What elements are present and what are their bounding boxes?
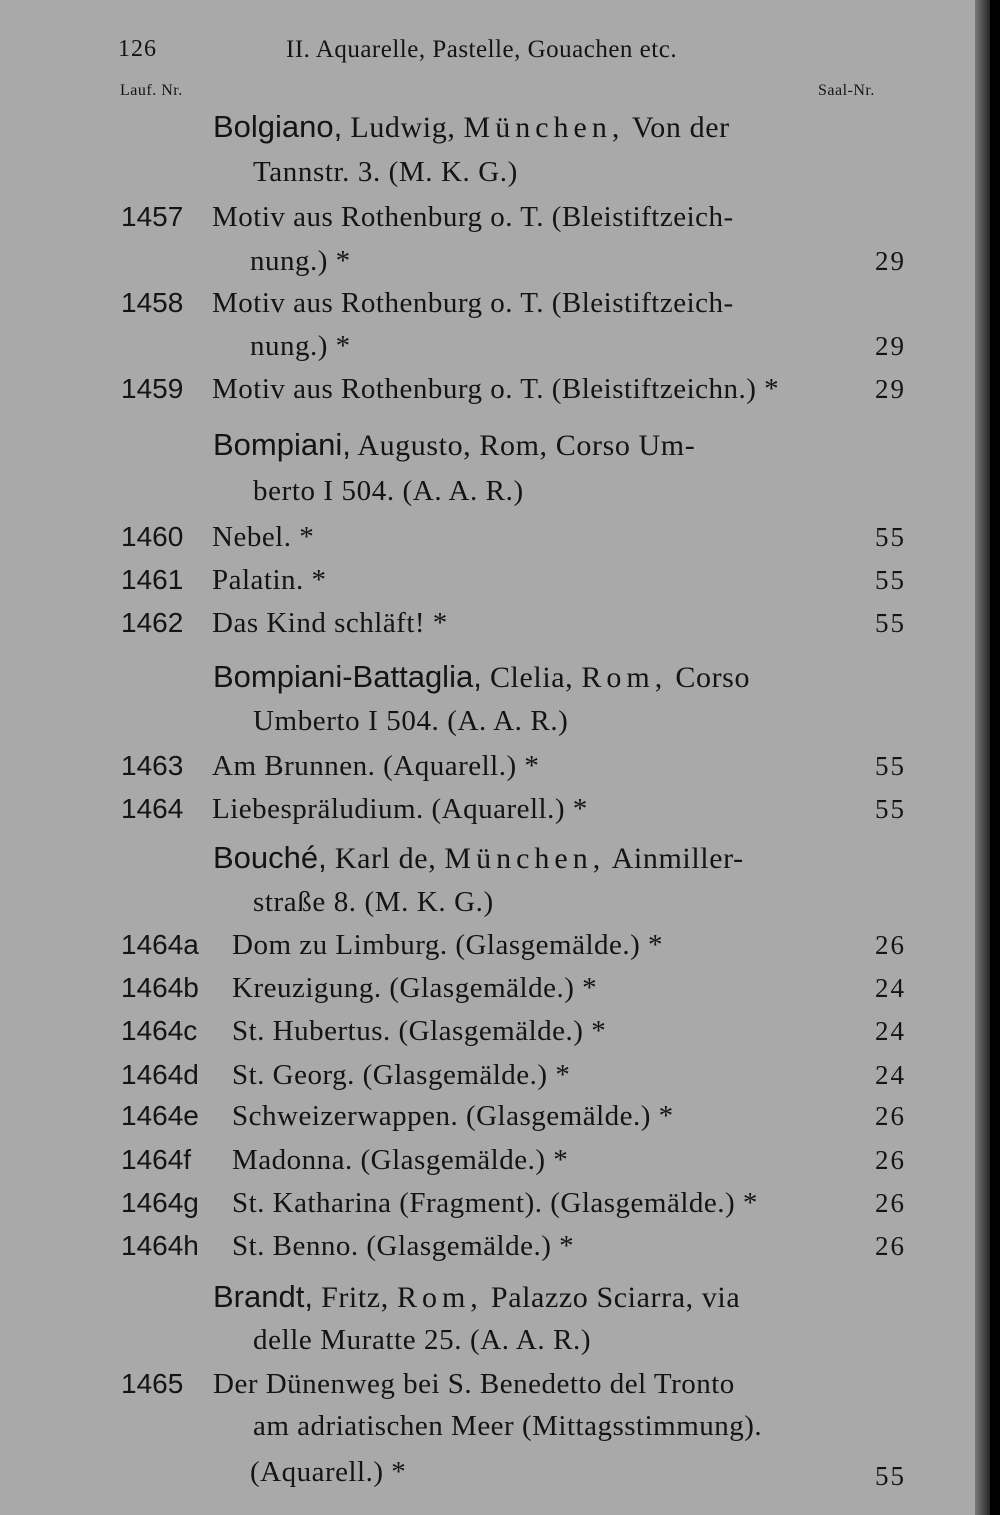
entry-number: 1463 (121, 750, 184, 781)
entry-title-continued: (Aquarell.) * (250, 1456, 407, 1488)
artist-address-continued: straße 8. (M. K. G.) (253, 886, 494, 918)
entry-number: 1464g (121, 1187, 199, 1218)
entry-number: 1459 (121, 373, 184, 404)
artist-address: Palazzo Sciarra, via (490, 1281, 741, 1314)
room-number: 55 (875, 608, 906, 638)
running-title: II. Aquarelle, Pastelle, Gouachen etc. (286, 36, 678, 63)
artist-first-name: Augusto, (357, 429, 472, 462)
artist-first-name: Ludwig, (350, 111, 456, 144)
page-number: 126 (118, 36, 157, 62)
room-number: 26 (875, 1231, 906, 1261)
column-label-lauf-nr: Lauf. Nr. (120, 82, 183, 99)
artist-city: Rom, (479, 429, 548, 462)
entry-title: St. Katharina (Fragment). (Glasgemälde.) * (232, 1187, 758, 1219)
room-number: 29 (875, 246, 906, 276)
entry-title: Liebespräludium. (Aquarell.) * (212, 793, 588, 825)
entry-title: Motiv aus Rothenburg o. T. (Bleistiftzeich- (212, 287, 734, 319)
entry-title: Dom zu Limburg. (Glasgemälde.) * (232, 929, 664, 961)
artist-first-name: Karl de, (334, 842, 437, 875)
entry-number: 1464c (121, 1015, 198, 1046)
room-number: 55 (875, 751, 906, 781)
artist-name: Bouché, (213, 840, 327, 875)
entry-number: 1464d (121, 1059, 199, 1090)
entry-title: Palatin. * (212, 564, 327, 596)
room-number: 55 (875, 794, 906, 824)
artist-first-name: Clelia, (489, 661, 574, 694)
entry-title-continued: nung.) * (250, 245, 351, 277)
artist-heading (213, 107, 730, 147)
artist-address: Corso (675, 661, 751, 694)
artist-address: Ainmiller- (611, 842, 744, 875)
room-number: 26 (875, 1145, 906, 1175)
room-number: 24 (875, 973, 906, 1003)
artist-heading (213, 838, 744, 878)
artist-city: Rom, (396, 1281, 483, 1314)
column-label-saal-nr: Saal-Nr. (818, 82, 875, 99)
artist-address: Von der (631, 111, 730, 144)
artist-heading (213, 425, 695, 465)
artist-address-continued: Tannstr. 3. (M. K. G.) (253, 156, 518, 188)
entry-number: 1462 (121, 607, 184, 638)
artist-heading (213, 657, 750, 697)
artist-name: Bompiani, (213, 427, 351, 462)
entry-number: 1464 (121, 793, 184, 824)
entry-title: Nebel. * (212, 521, 315, 553)
room-number: 26 (875, 930, 906, 960)
entry-title: Madonna. (Glasgemälde.) * (232, 1144, 569, 1176)
entry-title: Kreuzigung. (Glasgemälde.) * (232, 972, 598, 1004)
entry-number: 1464a (121, 929, 199, 960)
room-number: 55 (875, 1461, 906, 1491)
room-number: 29 (875, 331, 906, 361)
room-number: 29 (875, 374, 906, 404)
entry-number: 1464e (121, 1100, 199, 1131)
entry-title-continued: nung.) * (250, 330, 351, 362)
room-number: 24 (875, 1016, 906, 1046)
entry-title: Das Kind schläft! * (212, 607, 448, 639)
entry-number: 1464h (121, 1230, 199, 1261)
room-number: 26 (875, 1188, 906, 1218)
entry-number: 1464f (121, 1144, 192, 1175)
entry-number: 1460 (121, 521, 184, 552)
entry-title: Der Dünenweg bei S. Benedetto del Tronto (213, 1368, 735, 1400)
entry-title-continued: am adriatischen Meer (Mittagsstimmung). (253, 1410, 763, 1442)
artist-heading (213, 1277, 740, 1317)
artist-address-continued: Umberto I 504. (A. A. R.) (253, 705, 569, 737)
entry-title: Schweizerwappen. (Glasgemälde.) * (232, 1100, 674, 1132)
entry-title: St. Georg. (Glasgemälde.) * (232, 1059, 571, 1091)
entry-number: 1458 (121, 287, 184, 318)
artist-address-continued: delle Muratte 25. (A. A. R.) (253, 1324, 592, 1356)
entry-title: St. Hubertus. (Glasgemälde.) * (232, 1015, 607, 1047)
room-number: 26 (875, 1101, 906, 1131)
artist-city: Rom, (581, 661, 668, 694)
artist-address: Corso Um- (555, 429, 696, 462)
entry-number: 1465 (121, 1368, 184, 1399)
artist-first-name: Fritz, (321, 1281, 389, 1314)
artist-address-continued: berto I 504. (A. A. R.) (253, 475, 524, 507)
artist-name: Bompiani-Battaglia, (213, 659, 482, 694)
book-spine-shadow (975, 0, 990, 1515)
room-number: 55 (875, 522, 906, 552)
entry-title: Am Brunnen. (Aquarell.) * (212, 750, 540, 782)
entry-title: St. Benno. (Glasgemälde.) * (232, 1230, 575, 1262)
artist-name: Bolgiano, (213, 109, 343, 144)
artist-city: München, (463, 111, 625, 144)
entry-number: 1457 (121, 201, 184, 232)
room-number: 24 (875, 1060, 906, 1090)
entry-number: 1464b (121, 972, 199, 1003)
room-number: 55 (875, 565, 906, 595)
entry-title: Motiv aus Rothenburg o. T. (Bleistiftzeichn.) * (212, 373, 780, 405)
artist-city: München, (444, 842, 606, 875)
entry-number: 1461 (121, 564, 184, 595)
entry-title: Motiv aus Rothenburg o. T. (Bleistiftzeich- (212, 201, 734, 233)
artist-name: Brandt, (213, 1279, 313, 1314)
